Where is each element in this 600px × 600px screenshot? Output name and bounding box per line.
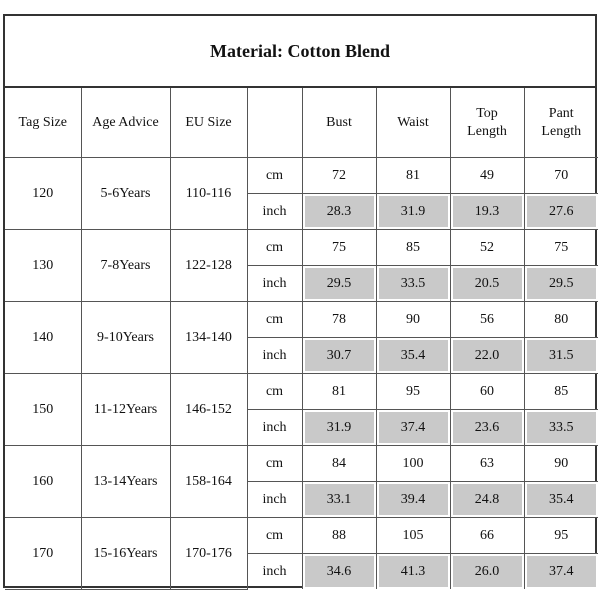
header-tag-size: Tag Size xyxy=(5,88,81,158)
unit-inch-label: inch xyxy=(247,554,302,590)
header-bust: Bust xyxy=(302,88,376,158)
bust-inch-cell: 29.5 xyxy=(302,266,376,302)
header-unit xyxy=(247,88,302,158)
bust-cm-cell: 81 xyxy=(302,374,376,410)
age-advice-cell: 11-12Years xyxy=(81,374,170,446)
pant-length-cm-cell: 85 xyxy=(524,374,598,410)
top-length-inch-cell: 19.3 xyxy=(450,194,524,230)
unit-cm-label: cm xyxy=(247,518,302,554)
tag-size-cell: 150 xyxy=(5,374,81,446)
table-row xyxy=(5,518,598,554)
waist-cm-cell: 95 xyxy=(376,374,450,410)
waist-inch-cell: 31.9 xyxy=(376,194,450,230)
unit-cm-label: cm xyxy=(247,446,302,482)
top-length-cm-cell: 60 xyxy=(450,374,524,410)
bust-cm-cell: 88 xyxy=(302,518,376,554)
top-length-cm-cell: 56 xyxy=(450,302,524,338)
top-length-inch-cell: 20.5 xyxy=(450,266,524,302)
top-length-cm-cell: 63 xyxy=(450,446,524,482)
top-length-cm-cell: 49 xyxy=(450,158,524,194)
tag-size-cell: 140 xyxy=(5,302,81,374)
chart-title: Material: Cotton Blend xyxy=(5,16,595,88)
tag-size-cell: 120 xyxy=(5,158,81,230)
waist-inch-cell: 37.4 xyxy=(376,410,450,446)
unit-cm-label: cm xyxy=(247,302,302,338)
bust-inch-cell: 31.9 xyxy=(302,410,376,446)
top-length-cm-cell: 52 xyxy=(450,230,524,266)
table-row xyxy=(5,158,598,194)
table-row xyxy=(5,374,598,410)
waist-inch-cell: 41.3 xyxy=(376,554,450,590)
age-advice-cell: 7-8Years xyxy=(81,230,170,302)
age-advice-cell: 13-14Years xyxy=(81,446,170,518)
waist-inch-cell: 39.4 xyxy=(376,482,450,518)
pant-length-inch-cell: 33.5 xyxy=(524,410,598,446)
waist-cm-cell: 100 xyxy=(376,446,450,482)
header-top-length: Top Length xyxy=(450,88,524,158)
eu-size-cell: 146-152 xyxy=(170,374,247,446)
top-length-cm-cell: 66 xyxy=(450,518,524,554)
table-header-row xyxy=(5,88,598,158)
tag-size-cell: 160 xyxy=(5,446,81,518)
pant-length-cm-cell: 70 xyxy=(524,158,598,194)
eu-size-cell: 110-116 xyxy=(170,158,247,230)
bust-inch-cell: 34.6 xyxy=(302,554,376,590)
bust-cm-cell: 84 xyxy=(302,446,376,482)
unit-inch-label: inch xyxy=(247,194,302,230)
table-row xyxy=(5,230,598,266)
unit-inch-label: inch xyxy=(247,338,302,374)
unit-cm-label: cm xyxy=(247,158,302,194)
bust-cm-cell: 75 xyxy=(302,230,376,266)
waist-cm-cell: 105 xyxy=(376,518,450,554)
top-length-inch-cell: 26.0 xyxy=(450,554,524,590)
pant-length-cm-cell: 75 xyxy=(524,230,598,266)
header-waist: Waist xyxy=(376,88,450,158)
waist-inch-cell: 33.5 xyxy=(376,266,450,302)
unit-cm-label: cm xyxy=(247,230,302,266)
top-length-inch-cell: 24.8 xyxy=(450,482,524,518)
eu-size-cell: 134-140 xyxy=(170,302,247,374)
pant-length-cm-cell: 90 xyxy=(524,446,598,482)
pant-length-inch-cell: 35.4 xyxy=(524,482,598,518)
bust-inch-cell: 30.7 xyxy=(302,338,376,374)
top-length-inch-cell: 23.6 xyxy=(450,410,524,446)
bust-inch-cell: 33.1 xyxy=(302,482,376,518)
pant-length-inch-cell: 29.5 xyxy=(524,266,598,302)
waist-cm-cell: 85 xyxy=(376,230,450,266)
unit-inch-label: inch xyxy=(247,482,302,518)
tag-size-cell: 130 xyxy=(5,230,81,302)
size-chart xyxy=(3,14,597,588)
top-length-inch-cell: 22.0 xyxy=(450,338,524,374)
pant-length-inch-cell: 27.6 xyxy=(524,194,598,230)
bust-inch-cell: 28.3 xyxy=(302,194,376,230)
header-pant-length: Pant Length xyxy=(524,88,598,158)
table-row xyxy=(5,302,598,338)
eu-size-cell: 122-128 xyxy=(170,230,247,302)
age-advice-cell: 15-16Years xyxy=(81,518,170,590)
age-advice-cell: 5-6Years xyxy=(81,158,170,230)
eu-size-cell: 158-164 xyxy=(170,446,247,518)
bust-cm-cell: 78 xyxy=(302,302,376,338)
waist-cm-cell: 90 xyxy=(376,302,450,338)
header-age-advice: Age Advice xyxy=(81,88,170,158)
tag-size-cell: 170 xyxy=(5,518,81,590)
unit-inch-label: inch xyxy=(247,410,302,446)
pant-length-cm-cell: 95 xyxy=(524,518,598,554)
pant-length-inch-cell: 31.5 xyxy=(524,338,598,374)
header-eu-size: EU Size xyxy=(170,88,247,158)
table-row xyxy=(5,446,598,482)
bust-cm-cell: 72 xyxy=(302,158,376,194)
waist-inch-cell: 35.4 xyxy=(376,338,450,374)
age-advice-cell: 9-10Years xyxy=(81,302,170,374)
unit-cm-label: cm xyxy=(247,374,302,410)
waist-cm-cell: 81 xyxy=(376,158,450,194)
pant-length-inch-cell: 37.4 xyxy=(524,554,598,590)
eu-size-cell: 170-176 xyxy=(170,518,247,590)
unit-inch-label: inch xyxy=(247,266,302,302)
pant-length-cm-cell: 80 xyxy=(524,302,598,338)
size-table xyxy=(5,88,598,590)
